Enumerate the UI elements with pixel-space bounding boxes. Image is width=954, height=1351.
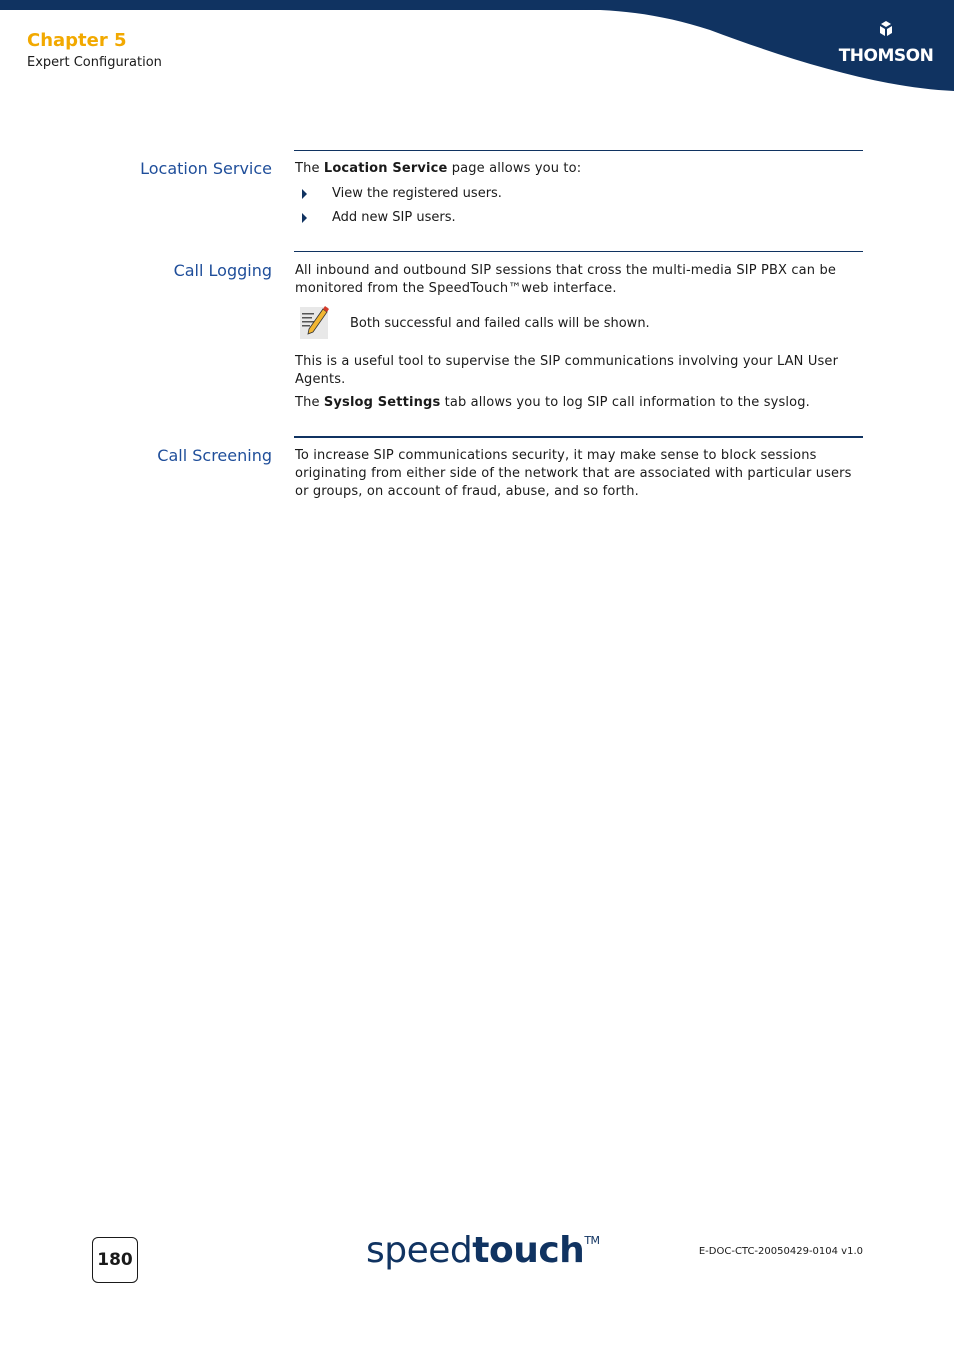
speedtouch-logo: speedtouch™ — [366, 1230, 600, 1271]
brand-name: THOMSON — [838, 46, 934, 66]
chapter-subtitle: Expert Configuration — [27, 55, 162, 70]
list-item: Add new SIP users. — [332, 210, 456, 225]
bullet-arrow-icon — [301, 213, 309, 223]
location-intro: The Location Service page allows you to: — [295, 161, 582, 176]
bullet-arrow-icon — [301, 189, 309, 199]
section-divider — [294, 251, 863, 252]
note-text: Both successful and failed calls will be shown. — [350, 316, 650, 331]
chapter-title: Chapter 5 — [27, 30, 127, 51]
list-item: View the registered users. — [332, 186, 502, 201]
section-title: Location Service — [140, 159, 272, 178]
screening-paragraph: To increase SIP communications security, it may make sense to block sessions originating from either side of the network that are associated with particular users or groups, on account of fraud, abuse, and so forth. — [295, 448, 852, 499]
logging-paragraph: This is a useful tool to supervise the SIP communications involving your LAN User Agents. — [295, 354, 839, 387]
note-pencil-icon — [299, 305, 333, 341]
header-banner — [0, 0, 954, 95]
logging-paragraph: The Syslog Settings tab allows you to log SIP call information to the syslog. — [295, 395, 810, 410]
logging-paragraph: All inbound and outbound SIP sessions that cross the multi-media SIP PBX can be monitored from the SpeedTouch™web interface. — [295, 263, 837, 296]
thomson-logo — [838, 20, 934, 66]
section-divider — [294, 436, 863, 438]
section-title: Call Logging — [173, 261, 272, 280]
page-number: 180 — [92, 1237, 138, 1283]
document-id: E-DOC-CTC-20050429-0104 v1.0 — [698, 1246, 863, 1257]
section-title: Call Screening — [157, 446, 272, 465]
thomson-emblem-icon — [874, 20, 898, 40]
section-divider — [294, 150, 863, 151]
